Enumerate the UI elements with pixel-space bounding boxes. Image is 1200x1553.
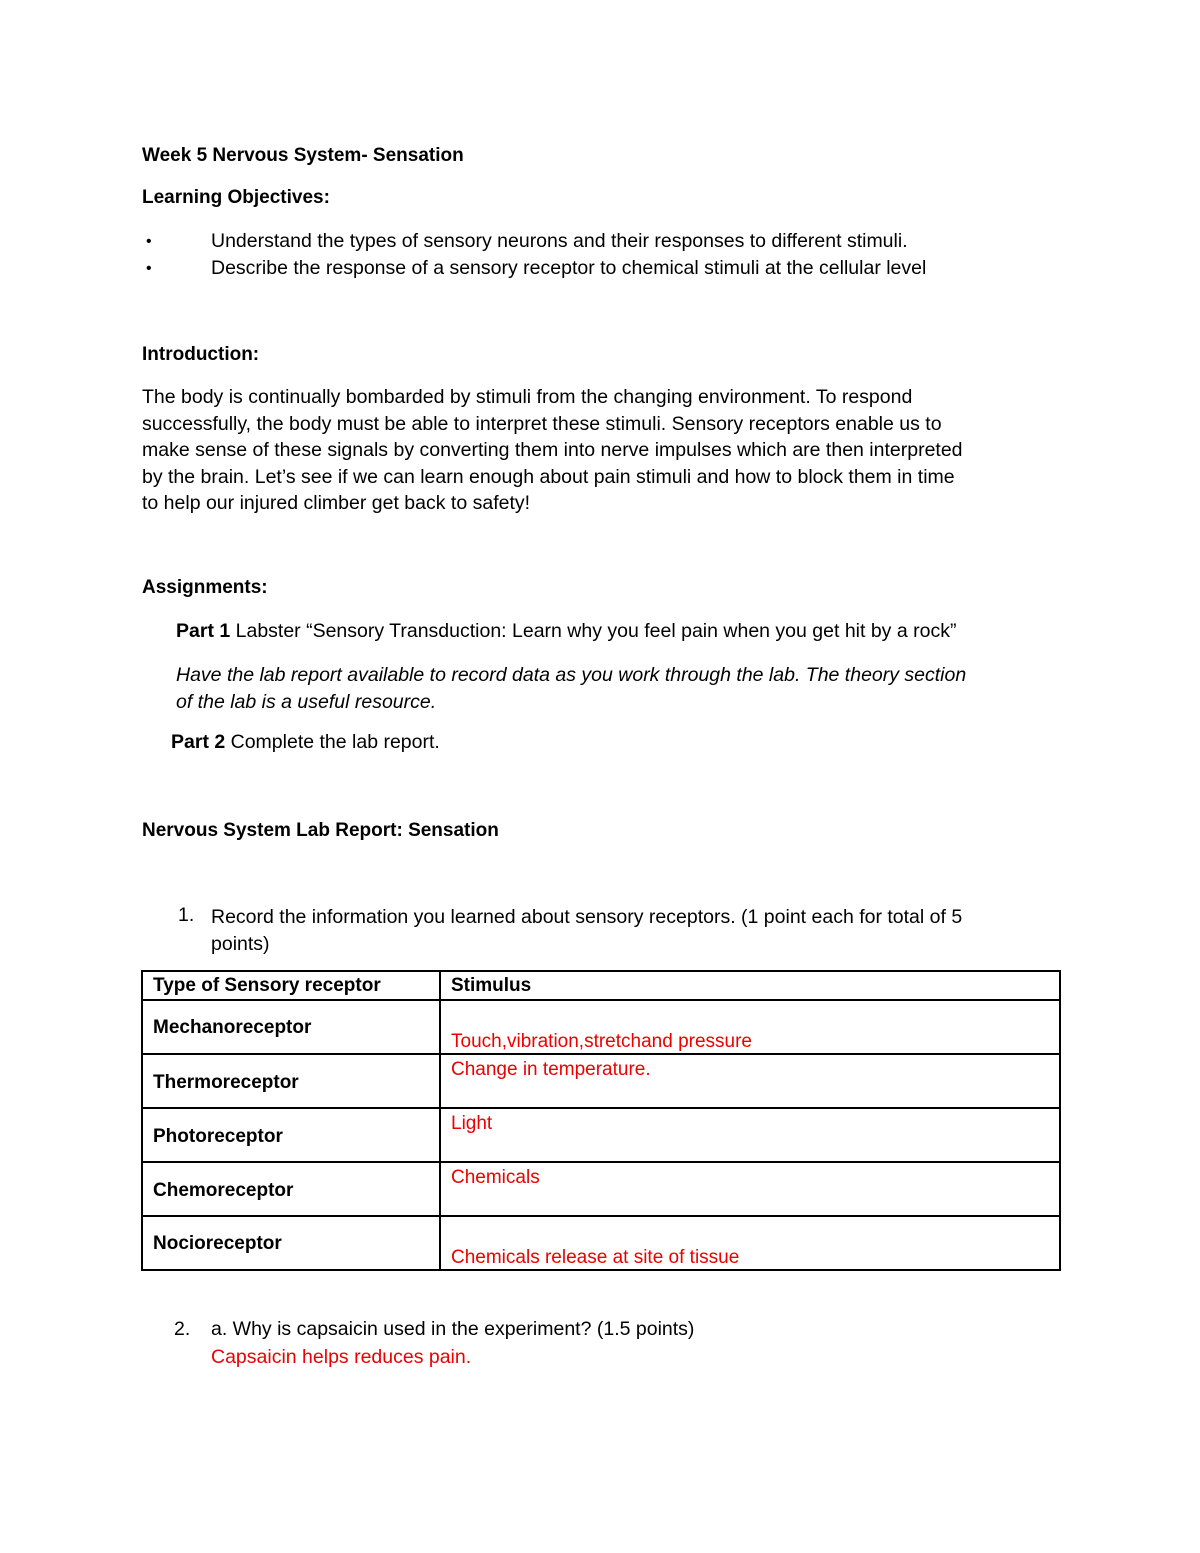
part1-line xyxy=(176,620,956,643)
assignments-heading: Assignments: xyxy=(142,577,268,598)
intro-line: by the brain. Let’s see if we can learn enough about pain stimuli and how to block them in time xyxy=(142,465,955,488)
question-2-text: a. Why is capsaicin used in the experiment? (1.5 points) xyxy=(211,1318,695,1340)
intro-line: to help our injured climber get back to safety! xyxy=(142,492,531,515)
stimulus-answer: Chemicals xyxy=(451,1167,540,1188)
part2-label: Part 2 xyxy=(171,731,226,753)
table-row xyxy=(142,1054,1060,1108)
part2-text: Complete the lab report. xyxy=(225,731,440,753)
stimulus-answer: Change in temperature. xyxy=(451,1059,651,1080)
introduction-paragraph xyxy=(142,384,963,517)
receptor-cell: Photoreceptor xyxy=(153,1126,283,1147)
stimulus-answer: Light xyxy=(451,1113,493,1134)
question-1-text xyxy=(211,904,962,957)
question-1-number: 1. xyxy=(178,904,195,926)
table-header-stimulus: Stimulus xyxy=(440,971,1060,1000)
table-header-row xyxy=(142,971,1060,1000)
receptor-cell: Mechanoreceptor xyxy=(153,1017,312,1038)
intro-line: The body is continually bombarded by stimuli from the changing environment. To respond xyxy=(142,386,913,408)
part1-text: Labster “Sensory Transduction: Learn why you feel pain when you get hit by a rock” xyxy=(235,620,957,642)
question-1-line: points) xyxy=(211,932,270,955)
part2-line xyxy=(171,731,440,754)
intro-line: successfully, the body must be able to interpret these stimuli. Sensory receptors enable us to xyxy=(142,412,942,435)
part1-note xyxy=(176,662,966,715)
bullet-icon: • xyxy=(146,260,152,277)
table-row xyxy=(142,1000,1060,1054)
question-1-line: Record the information you learned about sensory receptors. (1 point each for total of 5 xyxy=(211,906,963,928)
question-2-answer: Capsaicin helps reduces pain. xyxy=(211,1346,472,1368)
objectives-heading: Learning Objectives: xyxy=(142,187,330,208)
intro-line: make sense of these signals by converting them into nerve impulses which are then interpreted xyxy=(142,439,963,462)
receptor-cell: Chemoreceptor xyxy=(153,1180,294,1201)
part1-note-line: Have the lab report available to record data as you work through the lab. The theory section xyxy=(176,664,967,686)
objective-text: Describe the response of a sensory receptor to chemical stimuli at the cellular level xyxy=(211,257,927,279)
table-row xyxy=(142,1216,1060,1270)
page-title: Week 5 Nervous System- Sensation xyxy=(142,145,464,166)
question-2-number: 2. xyxy=(174,1318,191,1340)
part1-label: Part 1 xyxy=(176,620,231,642)
stimulus-answer: Touch,vibration,stretchand pressure xyxy=(451,1031,752,1052)
receptor-cell: Nocioreceptor xyxy=(153,1233,282,1254)
bullet-icon: • xyxy=(146,233,152,250)
introduction-heading: Introduction: xyxy=(142,344,260,365)
part1-note-line: of the lab is a useful resource. xyxy=(176,690,437,713)
sensory-receptor-table xyxy=(141,970,1061,1271)
table-header-receptor: Type of Sensory receptor xyxy=(142,971,440,1000)
table-row xyxy=(142,1108,1060,1162)
stimulus-answer: Chemicals release at site of tissue xyxy=(451,1247,740,1268)
objective-text: Understand the types of sensory neurons and their responses to different stimuli. xyxy=(211,230,908,252)
receptor-cell: Thermoreceptor xyxy=(153,1072,299,1093)
table-row xyxy=(142,1162,1060,1216)
lab-report-heading: Nervous System Lab Report: Sensation xyxy=(142,820,499,841)
